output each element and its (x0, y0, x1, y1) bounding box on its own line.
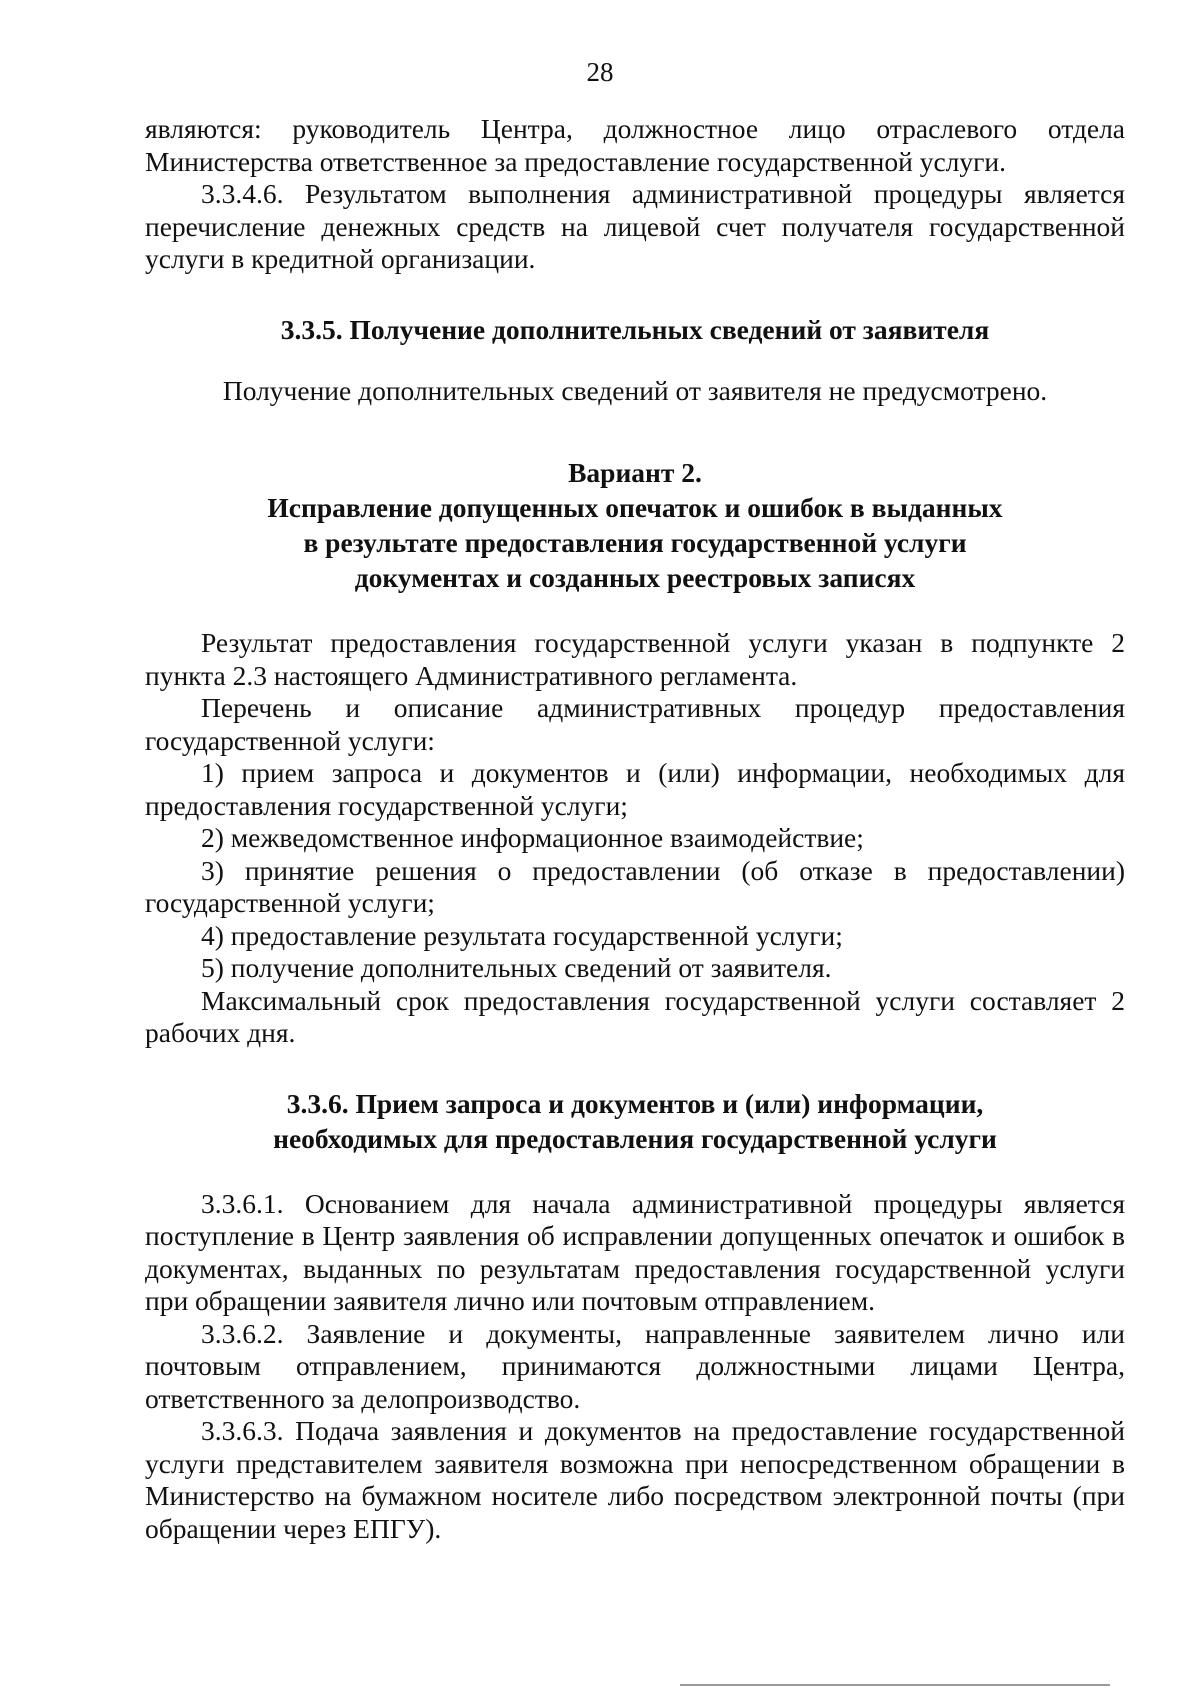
variant-title: Вариант 2. (568, 457, 702, 488)
list-item-1: 1) прием запроса и документов и (или) информации, необходимых для предоставления государственной услуги; (145, 757, 1125, 821)
footer-rule (680, 1684, 1110, 1686)
paragraph-result: Результат предоставления государственной услуги указан в подпункте 2 пункта 2.3 настоящего Административного регламента. (145, 627, 1125, 691)
paragraph-3-3-6-2: 3.3.6.2. Заявление и документы, направленные заявителем лично или почтовым отправлением, принимаются должностными лицами Центра, ответственного за делопроизводство. (145, 1317, 1125, 1414)
heading-3-3-6-block (145, 1086, 1125, 1156)
list-item-4: 4) предоставление результата государственной услуги; (201, 919, 843, 951)
paragraph-continuation: являются: руководитель Центра, должностное лицо отраслевого отдела Министерства ответственное за предоставление государственной услуги. (145, 113, 1125, 177)
variant-title-line-2: в результате предоставления государственной услуги (303, 527, 967, 558)
paragraph-procedures-intro: Перечень и описание административных процедур предоставления государственной услуги: (145, 692, 1125, 756)
variant-title-line-3: документах и созданных реестровых записях (354, 562, 916, 593)
list-item-3: 3) принятие решения о предоставлении (об отказе в предоставлении) государственной услуги; (145, 854, 1125, 918)
list-item-2: 2) межведомственное информационное взаимодействие; (201, 822, 864, 853)
paragraph-3-3-4-6: 3.3.4.6. Результатом выполнения административной процедуры является перечисление денежных средств на лицевой счет получателя государственной услуги в кредитной организации. (145, 178, 1125, 274)
page-number: 28 (586, 57, 614, 87)
paragraph-3-3-6-1: 3.3.6.1. Основанием для начала административной процедуры является поступление в Центр заявления об исправлении допущенных опечаток и ошибок в документах, выданных по результатам предоставления государственной услуги при обращении заявителя лично или почтовым отправлением. (145, 1187, 1125, 1316)
variant-title-line-1: Исправление допущенных опечаток и ошибок в выданных (267, 492, 1003, 523)
heading-3-3-6-line-1: 3.3.6. Прием запроса и документов и (или) информации, (286, 1087, 984, 1119)
heading-3-3-6-line-2: необходимых для предоставления государственной услуги (273, 1122, 997, 1154)
heading-3-3-5: 3.3.5. Получение дополнительных сведений от заявителя (280, 313, 990, 345)
paragraph-3-3-6-3: 3.3.6.3. Подача заявления и документов на предоставление государственной услуги представителем заявителя возможна при непосредственном обращении в Министерство на бумажном носителе либо посредством электронной почты (при обращении через ЕПГУ). (145, 1415, 1125, 1544)
page-content (145, 113, 1125, 1545)
variant-heading-block (145, 455, 1125, 595)
list-item-5: 5) получение дополнительных сведений от заявителя. (201, 952, 832, 983)
paragraph-max-term: Максимальный срок предоставления государственной услуги составляет 2 рабочих дня. (145, 984, 1125, 1048)
paragraph-no-additional-info: Получение дополнительных сведений от заявителя не предусмотрено. (222, 374, 1048, 406)
